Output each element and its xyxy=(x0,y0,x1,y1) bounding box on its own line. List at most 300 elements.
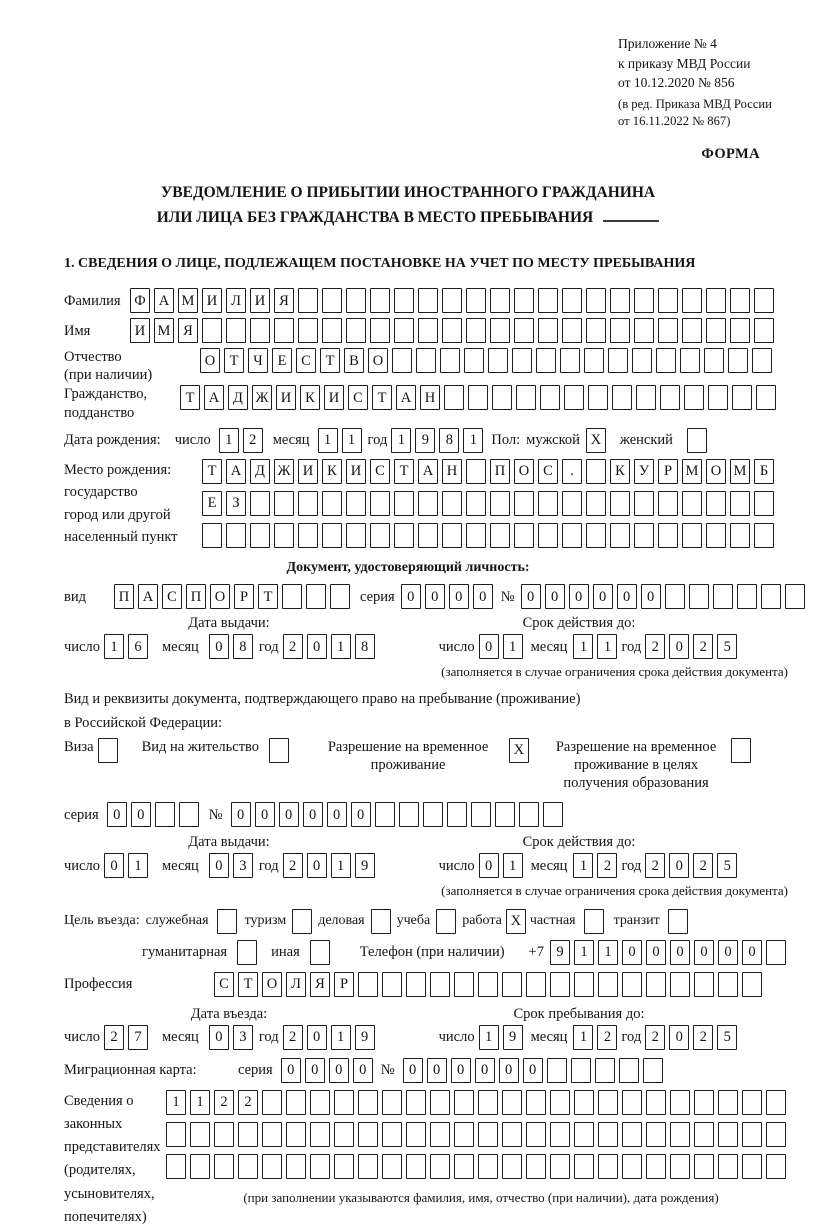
form-cell[interactable] xyxy=(286,1122,306,1147)
form-cell[interactable] xyxy=(454,972,474,997)
form-cell[interactable]: 9 xyxy=(355,853,375,878)
form-cell[interactable] xyxy=(442,491,462,516)
form-cell[interactable] xyxy=(706,288,726,313)
form-cell[interactable]: А xyxy=(226,459,246,484)
form-cell[interactable]: Т xyxy=(320,348,340,373)
form-cell[interactable]: 0 xyxy=(670,940,690,965)
form-cell[interactable]: Я xyxy=(310,972,330,997)
form-cell[interactable] xyxy=(418,523,438,548)
form-cell[interactable] xyxy=(237,940,257,965)
form-cell[interactable] xyxy=(742,1154,762,1179)
form-cell[interactable] xyxy=(190,1122,210,1147)
form-cell[interactable]: 0 xyxy=(131,802,151,827)
form-cell[interactable] xyxy=(502,1090,522,1115)
form-cell[interactable] xyxy=(766,1090,786,1115)
form-cell[interactable] xyxy=(694,1090,714,1115)
form-cell[interactable] xyxy=(536,348,556,373)
form-cell[interactable] xyxy=(761,584,781,609)
form-cell[interactable] xyxy=(502,972,522,997)
form-cell[interactable] xyxy=(442,523,462,548)
form-cell[interactable]: 0 xyxy=(622,940,642,965)
form-cell[interactable]: К xyxy=(300,385,320,410)
form-cell[interactable]: 3 xyxy=(233,853,253,878)
form-cell[interactable] xyxy=(490,523,510,548)
form-cell[interactable] xyxy=(514,491,534,516)
form-cell[interactable]: А xyxy=(396,385,416,410)
form-cell[interactable]: 0 xyxy=(479,634,499,659)
form-cell[interactable]: П xyxy=(490,459,510,484)
form-cell[interactable] xyxy=(646,1154,666,1179)
form-cell[interactable] xyxy=(394,491,414,516)
form-cell[interactable]: 3 xyxy=(233,1025,253,1050)
form-cell[interactable] xyxy=(668,909,688,934)
form-cell[interactable]: 2 xyxy=(693,634,713,659)
form-cell[interactable]: И xyxy=(130,318,150,343)
form-cell[interactable]: Р xyxy=(234,584,254,609)
form-cell[interactable] xyxy=(708,385,728,410)
form-cell[interactable] xyxy=(562,288,582,313)
form-cell[interactable]: 2 xyxy=(243,428,263,453)
form-cell[interactable] xyxy=(584,348,604,373)
form-cell[interactable]: С xyxy=(370,459,390,484)
form-cell[interactable]: 2 xyxy=(645,634,665,659)
form-cell[interactable]: В xyxy=(344,348,364,373)
form-cell[interactable] xyxy=(310,1154,330,1179)
form-cell[interactable]: Д xyxy=(228,385,248,410)
form-cell[interactable] xyxy=(658,318,678,343)
form-cell[interactable] xyxy=(382,1090,402,1115)
form-cell[interactable] xyxy=(713,584,733,609)
form-cell[interactable] xyxy=(656,348,676,373)
form-cell[interactable] xyxy=(574,972,594,997)
form-cell[interactable] xyxy=(202,523,222,548)
form-cell[interactable] xyxy=(730,523,750,548)
form-cell[interactable]: 0 xyxy=(303,802,323,827)
form-cell[interactable]: 0 xyxy=(475,1058,495,1083)
form-cell[interactable] xyxy=(564,385,584,410)
form-cell[interactable] xyxy=(226,318,246,343)
form-cell[interactable] xyxy=(610,491,630,516)
form-cell[interactable]: 5 xyxy=(717,634,737,659)
form-cell[interactable]: 0 xyxy=(646,940,666,965)
form-cell[interactable] xyxy=(468,385,488,410)
form-cell[interactable] xyxy=(442,318,462,343)
form-cell[interactable] xyxy=(728,348,748,373)
form-cell[interactable]: 0 xyxy=(669,1025,689,1050)
form-cell[interactable] xyxy=(190,1154,210,1179)
form-cell[interactable]: А xyxy=(154,288,174,313)
form-cell[interactable] xyxy=(306,584,326,609)
form-cell[interactable] xyxy=(464,348,484,373)
form-cell[interactable] xyxy=(526,972,546,997)
form-cell[interactable]: Н xyxy=(442,459,462,484)
form-cell[interactable] xyxy=(406,1090,426,1115)
form-cell[interactable]: 0 xyxy=(669,634,689,659)
form-cell[interactable] xyxy=(322,491,342,516)
form-cell[interactable] xyxy=(382,1122,402,1147)
form-cell[interactable]: 9 xyxy=(355,1025,375,1050)
form-cell[interactable]: 0 xyxy=(473,584,493,609)
form-cell[interactable] xyxy=(694,1154,714,1179)
form-cell[interactable]: Я xyxy=(274,288,294,313)
form-cell[interactable] xyxy=(516,385,536,410)
form-cell[interactable]: 2 xyxy=(693,853,713,878)
form-cell[interactable] xyxy=(595,1058,615,1083)
form-cell[interactable] xyxy=(471,802,491,827)
form-cell[interactable]: 2 xyxy=(238,1090,258,1115)
form-cell[interactable]: 2 xyxy=(283,634,303,659)
form-cell[interactable] xyxy=(514,318,534,343)
form-cell[interactable] xyxy=(550,1090,570,1115)
form-cell[interactable] xyxy=(436,909,456,934)
form-cell[interactable]: 5 xyxy=(717,1025,737,1050)
form-cell[interactable] xyxy=(766,1154,786,1179)
form-cell[interactable]: 2 xyxy=(214,1090,234,1115)
form-cell[interactable]: О xyxy=(514,459,534,484)
form-cell[interactable] xyxy=(742,1122,762,1147)
form-cell[interactable] xyxy=(466,523,486,548)
form-cell[interactable] xyxy=(310,940,330,965)
form-cell[interactable] xyxy=(269,738,289,763)
form-cell[interactable] xyxy=(706,491,726,516)
form-cell[interactable] xyxy=(538,523,558,548)
form-cell[interactable]: 0 xyxy=(593,584,613,609)
form-cell[interactable]: Р xyxy=(334,972,354,997)
form-cell[interactable]: 0 xyxy=(307,634,327,659)
form-cell[interactable]: 0 xyxy=(305,1058,325,1083)
form-cell[interactable]: Я xyxy=(178,318,198,343)
form-cell[interactable]: 0 xyxy=(107,802,127,827)
form-cell[interactable] xyxy=(550,1154,570,1179)
form-cell[interactable] xyxy=(217,909,237,934)
form-cell[interactable] xyxy=(634,288,654,313)
form-cell[interactable]: 1 xyxy=(128,853,148,878)
form-cell[interactable]: И xyxy=(324,385,344,410)
form-cell[interactable] xyxy=(394,318,414,343)
form-cell[interactable] xyxy=(706,318,726,343)
form-cell[interactable] xyxy=(430,1122,450,1147)
form-cell[interactable]: З xyxy=(226,491,246,516)
form-cell[interactable]: X xyxy=(509,738,529,763)
form-cell[interactable]: 5 xyxy=(717,853,737,878)
form-cell[interactable] xyxy=(560,348,580,373)
form-cell[interactable]: 2 xyxy=(693,1025,713,1050)
form-cell[interactable]: 1 xyxy=(331,634,351,659)
form-cell[interactable] xyxy=(466,288,486,313)
form-cell[interactable] xyxy=(619,1058,639,1083)
form-cell[interactable] xyxy=(370,491,390,516)
form-cell[interactable] xyxy=(598,1122,618,1147)
form-cell[interactable] xyxy=(466,318,486,343)
form-cell[interactable] xyxy=(512,348,532,373)
form-cell[interactable] xyxy=(226,523,246,548)
form-cell[interactable]: 0 xyxy=(641,584,661,609)
form-cell[interactable]: 1 xyxy=(166,1090,186,1115)
form-cell[interactable] xyxy=(444,385,464,410)
form-cell[interactable] xyxy=(694,972,714,997)
form-cell[interactable]: 1 xyxy=(597,634,617,659)
form-cell[interactable]: С xyxy=(348,385,368,410)
form-cell[interactable] xyxy=(742,972,762,997)
form-cell[interactable]: 9 xyxy=(503,1025,523,1050)
form-cell[interactable] xyxy=(358,1122,378,1147)
form-cell[interactable] xyxy=(298,288,318,313)
form-cell[interactable]: X xyxy=(506,909,526,934)
form-cell[interactable] xyxy=(658,491,678,516)
form-cell[interactable] xyxy=(346,288,366,313)
form-cell[interactable] xyxy=(731,738,751,763)
form-cell[interactable]: 1 xyxy=(574,940,594,965)
form-cell[interactable]: 2 xyxy=(597,1025,617,1050)
form-cell[interactable] xyxy=(334,1090,354,1115)
form-cell[interactable] xyxy=(732,385,752,410)
form-cell[interactable] xyxy=(440,348,460,373)
form-cell[interactable] xyxy=(689,584,709,609)
form-cell[interactable]: И xyxy=(276,385,296,410)
form-cell[interactable]: 0 xyxy=(694,940,714,965)
form-cell[interactable] xyxy=(262,1090,282,1115)
form-cell[interactable]: 2 xyxy=(104,1025,124,1050)
form-cell[interactable] xyxy=(643,1058,663,1083)
form-cell[interactable]: 0 xyxy=(329,1058,349,1083)
form-cell[interactable]: 9 xyxy=(415,428,435,453)
form-cell[interactable] xyxy=(490,288,510,313)
form-cell[interactable]: У xyxy=(634,459,654,484)
form-cell[interactable] xyxy=(526,1122,546,1147)
form-cell[interactable] xyxy=(718,972,738,997)
form-cell[interactable] xyxy=(598,1154,618,1179)
form-cell[interactable] xyxy=(622,1154,642,1179)
form-cell[interactable] xyxy=(310,1090,330,1115)
form-cell[interactable] xyxy=(754,491,774,516)
form-cell[interactable] xyxy=(718,1090,738,1115)
form-cell[interactable] xyxy=(538,288,558,313)
form-cell[interactable] xyxy=(766,1122,786,1147)
form-cell[interactable] xyxy=(562,318,582,343)
form-cell[interactable]: А xyxy=(204,385,224,410)
form-cell[interactable] xyxy=(547,1058,567,1083)
form-cell[interactable] xyxy=(238,1122,258,1147)
form-cell[interactable]: 1 xyxy=(598,940,618,965)
form-cell[interactable] xyxy=(423,802,443,827)
form-cell[interactable]: 1 xyxy=(573,634,593,659)
form-cell[interactable]: М xyxy=(154,318,174,343)
form-cell[interactable] xyxy=(406,1154,426,1179)
form-cell[interactable] xyxy=(737,584,757,609)
form-cell[interactable] xyxy=(680,348,700,373)
form-cell[interactable]: Л xyxy=(286,972,306,997)
form-cell[interactable]: 8 xyxy=(439,428,459,453)
form-cell[interactable]: 2 xyxy=(645,1025,665,1050)
form-cell[interactable]: 8 xyxy=(233,634,253,659)
form-cell[interactable] xyxy=(730,318,750,343)
form-cell[interactable]: Т xyxy=(202,459,222,484)
form-cell[interactable] xyxy=(586,459,606,484)
form-cell[interactable] xyxy=(418,288,438,313)
form-cell[interactable] xyxy=(658,288,678,313)
form-cell[interactable] xyxy=(785,584,805,609)
form-cell[interactable]: 0 xyxy=(403,1058,423,1083)
form-cell[interactable] xyxy=(718,1122,738,1147)
form-cell[interactable]: О xyxy=(210,584,230,609)
form-cell[interactable] xyxy=(298,491,318,516)
form-cell[interactable] xyxy=(610,288,630,313)
form-cell[interactable]: 1 xyxy=(503,853,523,878)
form-cell[interactable]: 0 xyxy=(479,853,499,878)
form-cell[interactable] xyxy=(670,1090,690,1115)
form-cell[interactable] xyxy=(370,523,390,548)
form-cell[interactable] xyxy=(622,972,642,997)
form-cell[interactable] xyxy=(454,1122,474,1147)
form-cell[interactable] xyxy=(632,348,652,373)
form-cell[interactable] xyxy=(262,1154,282,1179)
form-cell[interactable] xyxy=(502,1122,522,1147)
form-cell[interactable] xyxy=(334,1154,354,1179)
form-cell[interactable]: И xyxy=(346,459,366,484)
form-cell[interactable]: Т xyxy=(372,385,392,410)
form-cell[interactable] xyxy=(543,802,563,827)
form-cell[interactable] xyxy=(519,802,539,827)
form-cell[interactable] xyxy=(540,385,560,410)
form-cell[interactable] xyxy=(371,909,391,934)
form-cell[interactable]: 1 xyxy=(331,853,351,878)
form-cell[interactable]: X xyxy=(586,428,606,453)
form-cell[interactable] xyxy=(574,1090,594,1115)
form-cell[interactable]: П xyxy=(186,584,206,609)
form-cell[interactable]: 0 xyxy=(617,584,637,609)
form-cell[interactable] xyxy=(622,1090,642,1115)
form-cell[interactable] xyxy=(399,802,419,827)
form-cell[interactable]: 1 xyxy=(331,1025,351,1050)
form-cell[interactable] xyxy=(588,385,608,410)
form-cell[interactable]: 2 xyxy=(645,853,665,878)
form-cell[interactable] xyxy=(466,491,486,516)
form-cell[interactable]: Е xyxy=(272,348,292,373)
form-cell[interactable]: 0 xyxy=(499,1058,519,1083)
form-cell[interactable] xyxy=(430,972,450,997)
form-cell[interactable] xyxy=(670,972,690,997)
form-cell[interactable]: Н xyxy=(420,385,440,410)
form-cell[interactable]: 0 xyxy=(231,802,251,827)
form-cell[interactable]: О xyxy=(368,348,388,373)
form-cell[interactable] xyxy=(166,1122,186,1147)
form-cell[interactable]: 0 xyxy=(104,853,124,878)
form-cell[interactable]: М xyxy=(178,288,198,313)
form-cell[interactable] xyxy=(754,318,774,343)
form-cell[interactable] xyxy=(466,459,486,484)
form-cell[interactable]: Д xyxy=(250,459,270,484)
form-cell[interactable]: Т xyxy=(258,584,278,609)
form-cell[interactable] xyxy=(665,584,685,609)
form-cell[interactable]: 0 xyxy=(327,802,347,827)
form-cell[interactable] xyxy=(682,318,702,343)
form-cell[interactable] xyxy=(682,491,702,516)
form-cell[interactable] xyxy=(447,802,467,827)
form-cell[interactable] xyxy=(250,491,270,516)
form-cell[interactable] xyxy=(514,288,534,313)
form-cell[interactable] xyxy=(286,1154,306,1179)
form-cell[interactable] xyxy=(262,1122,282,1147)
form-cell[interactable] xyxy=(322,318,342,343)
form-cell[interactable]: 0 xyxy=(307,853,327,878)
form-cell[interactable]: М xyxy=(730,459,750,484)
form-cell[interactable]: 0 xyxy=(255,802,275,827)
form-cell[interactable]: 1 xyxy=(391,428,411,453)
form-cell[interactable]: Л xyxy=(226,288,246,313)
form-cell[interactable] xyxy=(416,348,436,373)
form-cell[interactable]: Б xyxy=(754,459,774,484)
form-cell[interactable] xyxy=(550,1122,570,1147)
form-cell[interactable] xyxy=(310,1122,330,1147)
form-cell[interactable]: 0 xyxy=(209,1025,229,1050)
form-cell[interactable] xyxy=(370,288,390,313)
form-cell[interactable]: Т xyxy=(394,459,414,484)
form-cell[interactable] xyxy=(286,1090,306,1115)
form-cell[interactable] xyxy=(322,523,342,548)
form-cell[interactable]: 1 xyxy=(573,853,593,878)
form-cell[interactable]: Т xyxy=(180,385,200,410)
form-cell[interactable] xyxy=(250,523,270,548)
form-cell[interactable] xyxy=(574,1154,594,1179)
form-cell[interactable]: 1 xyxy=(104,634,124,659)
form-cell[interactable] xyxy=(658,523,678,548)
form-cell[interactable]: 0 xyxy=(427,1058,447,1083)
form-cell[interactable] xyxy=(574,1122,594,1147)
form-cell[interactable] xyxy=(754,523,774,548)
form-cell[interactable] xyxy=(598,972,618,997)
form-cell[interactable] xyxy=(634,491,654,516)
form-cell[interactable] xyxy=(742,1090,762,1115)
form-cell[interactable]: С xyxy=(538,459,558,484)
form-cell[interactable] xyxy=(334,1122,354,1147)
form-cell[interactable] xyxy=(430,1154,450,1179)
form-cell[interactable] xyxy=(478,1090,498,1115)
form-cell[interactable]: Ф xyxy=(130,288,150,313)
form-cell[interactable] xyxy=(730,288,750,313)
form-cell[interactable] xyxy=(382,972,402,997)
form-cell[interactable]: 1 xyxy=(190,1090,210,1115)
form-cell[interactable] xyxy=(562,523,582,548)
form-cell[interactable] xyxy=(492,385,512,410)
form-cell[interactable]: 0 xyxy=(449,584,469,609)
form-cell[interactable] xyxy=(612,385,632,410)
form-cell[interactable] xyxy=(646,1090,666,1115)
form-cell[interactable]: 2 xyxy=(283,1025,303,1050)
form-cell[interactable]: О xyxy=(262,972,282,997)
form-cell[interactable] xyxy=(202,318,222,343)
form-cell[interactable] xyxy=(346,491,366,516)
form-cell[interactable]: 8 xyxy=(355,634,375,659)
form-cell[interactable]: 1 xyxy=(479,1025,499,1050)
form-cell[interactable]: 0 xyxy=(353,1058,373,1083)
form-cell[interactable] xyxy=(214,1154,234,1179)
form-cell[interactable] xyxy=(706,523,726,548)
form-cell[interactable] xyxy=(490,318,510,343)
form-cell[interactable]: 1 xyxy=(503,634,523,659)
form-cell[interactable] xyxy=(382,1154,402,1179)
form-cell[interactable] xyxy=(238,1154,258,1179)
form-cell[interactable]: А xyxy=(418,459,438,484)
form-cell[interactable]: 0 xyxy=(569,584,589,609)
form-cell[interactable] xyxy=(478,1122,498,1147)
form-cell[interactable] xyxy=(250,318,270,343)
form-cell[interactable] xyxy=(550,972,570,997)
form-cell[interactable] xyxy=(346,318,366,343)
form-cell[interactable] xyxy=(430,1090,450,1115)
form-cell[interactable] xyxy=(442,288,462,313)
form-cell[interactable] xyxy=(586,318,606,343)
form-cell[interactable] xyxy=(584,909,604,934)
